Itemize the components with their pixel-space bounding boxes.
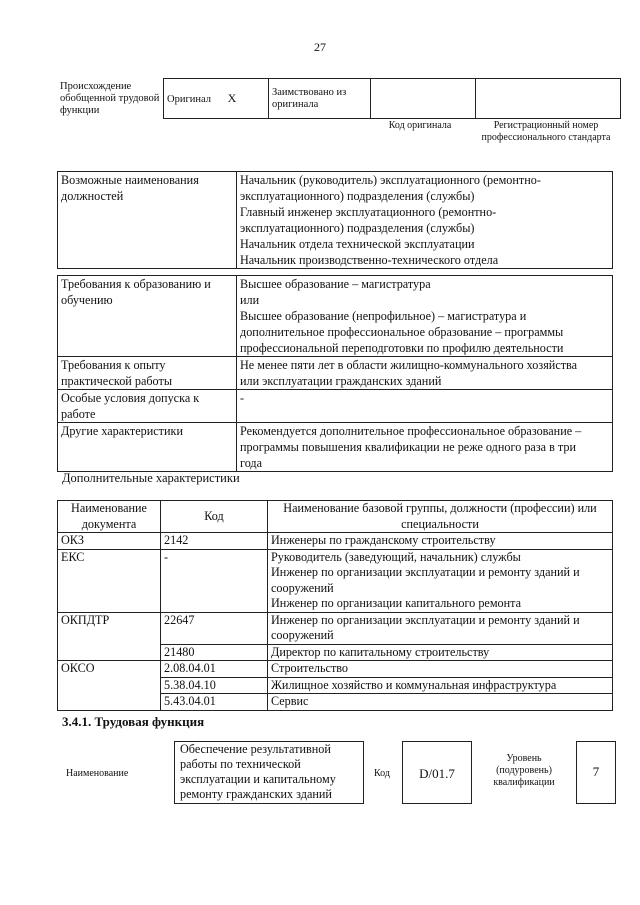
doc-cell: ОКЗ <box>58 533 161 550</box>
req-line: Не менее пяти лет в области жилищно-коммунального хозяйства <box>240 358 578 372</box>
doc-cell: ОКПДТР <box>58 612 161 661</box>
table-row <box>58 276 613 357</box>
reg-number-cell <box>476 79 621 119</box>
table-header-row <box>58 501 613 533</box>
req-line: года <box>240 456 263 470</box>
req-value <box>237 276 613 357</box>
level-label: Уровень (подуровень) квалификации <box>493 753 555 788</box>
positions-list <box>237 172 613 269</box>
function-name-line: эксплуатации и капитальному <box>180 772 336 786</box>
req-line: - <box>240 391 245 405</box>
position-line: Главный инженер эксплуатационного (ремонтно- <box>240 205 497 219</box>
function-name-box <box>174 741 364 804</box>
additional-table <box>57 500 613 711</box>
req-line: Высшее образование (непрофильное) – магистратура и <box>240 309 527 323</box>
table-row <box>58 390 613 423</box>
positions-label: Возможные наименования должностей <box>58 172 237 269</box>
name-cell: Строительство <box>268 661 613 678</box>
position-line: Начальник производственно-технического отдела <box>240 253 499 267</box>
req-line: профессиональной переподготовки по профилю деятельности <box>240 341 564 355</box>
position-line: Начальник отдела технической эксплуатации <box>240 237 475 251</box>
code-cell: - <box>161 549 268 612</box>
position-line: эксплуатационного) подразделения (службы) <box>240 221 475 235</box>
code-cell: 5.43.04.01 <box>161 694 268 711</box>
name-line: Инженер по организации эксплуатации и ремонту зданий и сооружений <box>271 565 580 595</box>
code-original-cell <box>371 79 476 119</box>
name-line: Инженер по организации капитального ремонта <box>271 596 522 610</box>
position-line: эксплуатационного) подразделения (службы) <box>240 189 475 203</box>
table-row <box>58 612 613 644</box>
level-box: 7 <box>576 741 616 804</box>
borrowed-label: Заимствовано из оригинала <box>269 79 371 119</box>
req-line: дополнительное профессиональное образование – программы <box>240 325 564 339</box>
code-cell: 2.08.04.01 <box>161 661 268 678</box>
name-cell <box>268 549 613 612</box>
req-label: Требования к опыту практической работы <box>58 357 237 390</box>
req-value <box>237 423 613 472</box>
req-label: Другие характеристики <box>58 423 237 472</box>
origin-table <box>57 78 621 119</box>
doc-cell: ОКСО <box>58 661 161 711</box>
table-row <box>58 533 613 550</box>
table-row <box>58 423 613 472</box>
name-cell: Инженеры по гражданскому строительству <box>268 533 613 550</box>
code-cell: 21480 <box>161 644 268 661</box>
name-cell: Жилищное хозяйство и коммунальная инфраструктура <box>268 677 613 694</box>
doc-cell: ЕКС <box>58 549 161 612</box>
req-line: Высшее образование – магистратура <box>240 277 431 291</box>
req-line: или <box>240 293 260 307</box>
name-line: Руководитель (заведующий, начальник) службы <box>271 549 521 564</box>
original-label: Оригинал <box>167 94 211 105</box>
req-label: Особые условия допуска к работе <box>58 390 237 423</box>
additional-title: Дополнительные характеристики <box>62 471 240 485</box>
function-name-line: ремонту гражданских зданий <box>180 787 332 801</box>
code-label: Код <box>374 768 390 779</box>
section-heading: 3.4.1. Трудовая функция <box>62 714 205 729</box>
table-row <box>58 661 613 678</box>
table-row <box>58 357 613 390</box>
original-mark: X <box>227 91 237 105</box>
req-line: программы повышения квалификации не реже одного раза в три <box>240 440 576 454</box>
code-cell: 22647 <box>161 612 268 644</box>
positions-table <box>57 171 613 269</box>
name-cell: Директор по капитальному строительству <box>268 644 613 661</box>
name-cell: Инженер по организации эксплуатации и ремонту зданий и сооружений <box>268 612 613 644</box>
name-cell: Сервис <box>268 694 613 711</box>
req-line: или эксплуатации гражданских зданий <box>240 374 442 388</box>
function-code-box: D/01.7 <box>402 741 472 804</box>
req-line: Рекомендуется дополнительное профессиональное образование – <box>240 424 582 438</box>
header-code: Код <box>161 501 268 533</box>
position-line: Начальник (руководитель) эксплуатационного (ремонтно- <box>240 173 541 187</box>
reg-number-caption: Регистрационный номер профессионального стандарта <box>481 120 611 143</box>
req-value <box>237 390 613 423</box>
code-original-caption: Код оригинала <box>388 120 452 131</box>
name-label: Наименование <box>66 768 129 779</box>
code-cell: 2142 <box>161 533 268 550</box>
origin-label: Происхождение обобщенной трудовой функции <box>60 80 160 116</box>
requirements-table <box>57 275 613 472</box>
function-name-line: работы по технической <box>180 757 301 771</box>
req-label: Требования к образованию и обучению <box>58 276 237 357</box>
function-name-line: Обеспечение результативной <box>180 742 331 756</box>
header-doc: Наименование документа <box>58 501 161 533</box>
page-number: 27 <box>314 40 326 54</box>
table-row <box>58 549 613 612</box>
req-value <box>237 357 613 390</box>
header-name: Наименование базовой группы, должности (профессии) или специальности <box>268 501 613 533</box>
original-cell <box>164 79 269 119</box>
code-cell: 5.38.04.10 <box>161 677 268 694</box>
